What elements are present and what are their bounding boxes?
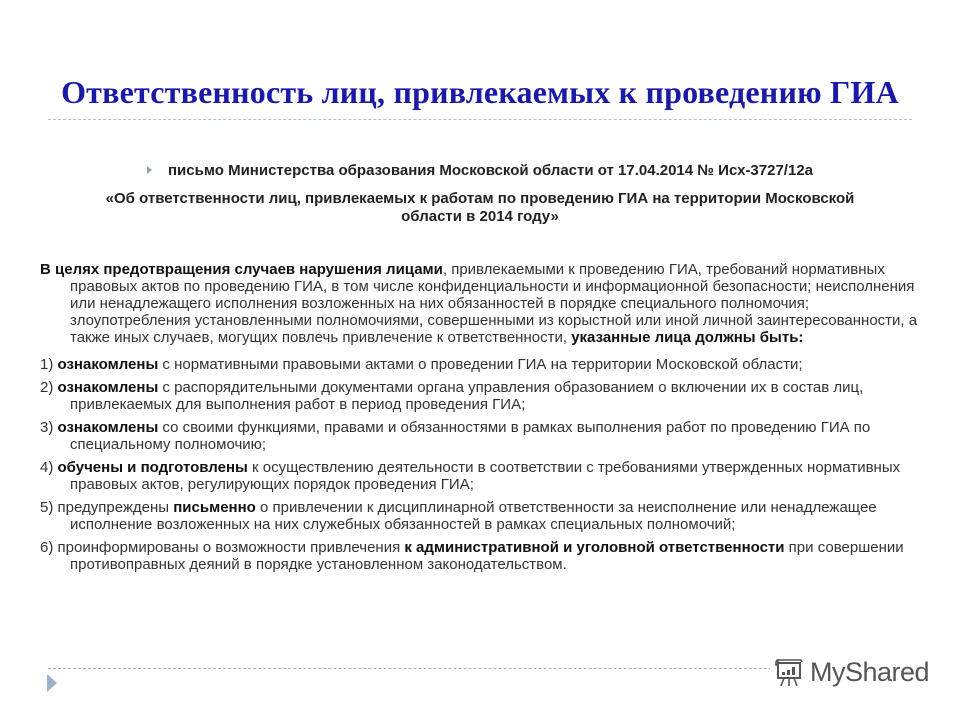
item-text: о привлечении к дисциплинарной ответственности за неисполнение или ненадлежащее исполнение возложенных на них служебных обязанностей в рамках специальных полномочий; (70, 499, 877, 533)
item-text: к осуществлению деятельности в соответствии с требованиями утвержденных нормативных правовых актов, регулирующих порядок проведения ГИА; (70, 459, 901, 493)
list-item (40, 379, 920, 413)
next-slide-arrow-icon[interactable] (47, 674, 57, 692)
list-item (40, 499, 920, 533)
item-text: с нормативными правовыми актами о проведении ГИА на территории Московской области; (158, 356, 803, 373)
item-bold: письменно (173, 499, 256, 516)
list-item (40, 419, 920, 453)
item-number: 6) (40, 539, 58, 556)
list-item (40, 459, 920, 493)
myshared-logo[interactable] (770, 654, 933, 690)
slide-body (40, 261, 920, 579)
item-bold: ознакомлены (57, 379, 159, 396)
letter-reference (0, 162, 960, 179)
item-number: 2) (40, 379, 58, 396)
intro-text: , привлекаемыми к проведению ГИА, требований нормативных правовых актов по проведению ГИА, в том числе конфиденциальности и информационной безопасности; неисполнения или ненадлежащего исполнения возложенных на них обязанностей в порядке специального полномочия; злоупотребления установленными полномочиями, совершенными из корыстной или иной личной заинтересованности, а также иных случаев, могущих повлечь привлечение к ответственности, (70, 261, 918, 346)
document-title-line-1: «Об ответственности лиц, привлекаемых к работам по проведению ГИА на территории Московской (105, 190, 855, 207)
letter-reference-text: письмо Министерства образования Московской области от 17.04.2014 № Исх-3727/12а (168, 162, 813, 179)
logo-text: MyShared (810, 656, 930, 687)
intro-bold-end: указанные лица должны быть: (571, 329, 804, 346)
slide-title: Ответственность лиц, привлекаемых к проведению ГИА (61, 74, 899, 110)
document-title-line-2: области в 2014 году» (401, 208, 559, 225)
item-bold: ознакомлены (57, 419, 159, 436)
intro-paragraph (40, 261, 920, 346)
item-bold: к административной и уголовной ответственности (404, 539, 785, 556)
item-number: 3) (40, 419, 58, 436)
presentation-board-icon (774, 656, 804, 688)
list-item (40, 539, 920, 573)
item-pre: проинформированы о возможности привлечения (57, 539, 405, 556)
item-pre: предупреждены (57, 499, 174, 516)
bullet-arrow-icon (147, 166, 152, 174)
intro-bold-start: В целях предотвращения случаев нарушения лицами (40, 261, 443, 278)
document-title (60, 190, 900, 226)
item-number: 1) (40, 356, 58, 373)
item-bold: обучены и подготовлены (57, 459, 248, 476)
item-bold: ознакомлены (57, 356, 159, 373)
item-number: 4) (40, 459, 58, 476)
item-number: 5) (40, 499, 58, 516)
title-divider (48, 119, 912, 120)
item-text: со своими функциями, правами и обязанностями в рамках выполнения работ по проведению ГИА по специальному полномочию; (70, 419, 871, 453)
item-text: при совершении противоправных деяний в порядке установленном законодательством. (70, 539, 904, 573)
item-text: с распорядительными документами органа управления образованием о включении их в состав лиц, привлекаемых для выполнения работ в период проведения ГИА; (70, 379, 864, 413)
list-item (40, 356, 920, 373)
